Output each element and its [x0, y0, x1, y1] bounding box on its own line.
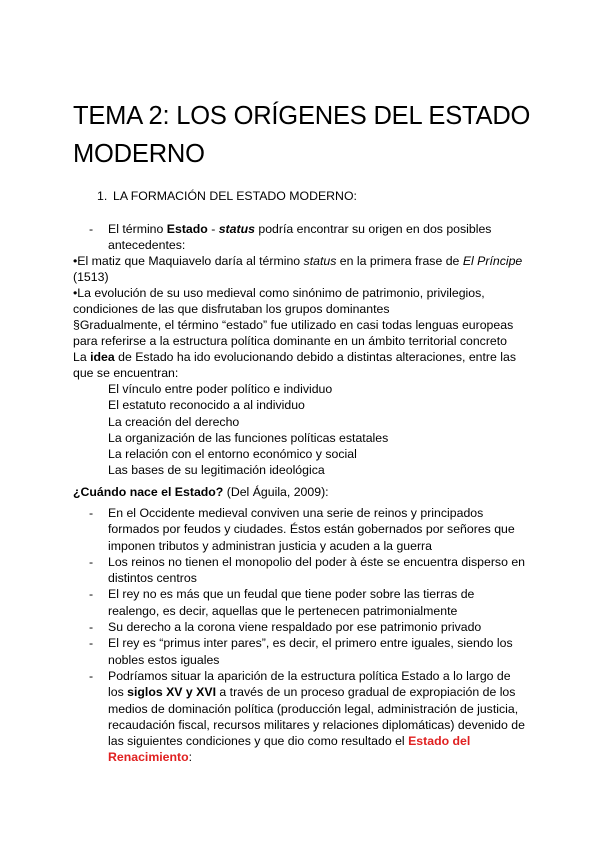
bullet1-post: (1513)	[73, 270, 109, 285]
intro-dash-list	[73, 221, 525, 254]
last-item-highlight: Estado del Renacimiento	[108, 734, 471, 765]
last-item-bold: siglos XV y XVI	[127, 685, 216, 700]
idea-pre: La	[73, 350, 91, 364]
last-item-mid: a través de un proceso gradual de expropiación de los medios de dominación política (producción legal, administración de justicia, recaudación fiscal, recursos militares y relaciones diplomáticas) devenido de las siguientes condiciones y que dio como resultado el	[108, 685, 525, 749]
list-item-text: Los reinos no tienen el monopolio del poder à éste se encuentra disperso en distintos centros	[108, 554, 526, 586]
bullet1-italic: status	[303, 254, 337, 268]
list-item: La creación del derecho	[108, 414, 240, 429]
intro-post: podría encontrar su origen en dos posibles antecedentes:	[108, 222, 492, 253]
question-bold: ¿Cuándo nace el Estado?	[73, 485, 224, 499]
intro-text: El término	[108, 222, 167, 236]
idea-paragraph	[73, 349, 525, 382]
list-item	[73, 554, 525, 587]
list-item	[73, 586, 525, 619]
last-item-post: :	[188, 750, 193, 765]
dash-marker: -	[89, 620, 94, 635]
list-item-text: Su derecho a la corona viene respaldado por ese patrimonio privado	[108, 620, 482, 635]
last-item-pre: Podríamos situar la aparición de la estructura política Estado a lo largo de los	[108, 668, 511, 700]
question-heading	[73, 484, 525, 500]
question-citation: (Del Águila, 2009):	[223, 485, 329, 499]
dash-marker: -	[89, 222, 94, 236]
list-item	[73, 619, 525, 635]
bullet-paragraph-2: •La evolución de su uso medieval como sinónimo de patrimonio, privilegios, condiciones de las que disfrutaban los grupos dominantes	[73, 286, 485, 317]
list-item: Las bases de su legitimación ideológica	[108, 463, 325, 478]
list-item-text: El rey no es más que un feudal que tiene poder sobre las tierras de realengo, es decir, aquellas que le pertenecen patrimonialmente	[108, 587, 475, 618]
list-item: El estatuto reconocido a al individuo	[108, 398, 305, 413]
dash-marker: -	[89, 587, 94, 602]
dash-marker: -	[89, 668, 94, 683]
intro-bold-italic: status	[218, 222, 255, 236]
dash-marker: -	[89, 506, 94, 520]
list-item	[73, 668, 525, 766]
list-item	[73, 505, 525, 554]
section-number: 1.	[97, 189, 108, 203]
intro-bold: Estado	[166, 222, 208, 236]
page-title: TEMA 2: LOS ORÍGENES DEL ESTADO MODERNO	[73, 102, 531, 168]
list-item: El vínculo entre poder político e individuo	[108, 382, 333, 396]
bullet-paragraph-3: §Gradualmente, el término “estado” fue utilizado en casi todas lenguas europeas para referirse a la estructura política dominante en un ámbito territorial concreto	[73, 318, 514, 349]
list-item: La organización de las funciones políticas estatales	[108, 430, 389, 445]
list-item-text: El rey es “primus inter pares”, es decir, el primero entre iguales, siendo los nobles estos iguales	[108, 636, 513, 667]
alterations-list	[108, 381, 388, 479]
bullet-paragraph-1	[73, 253, 525, 286]
list-item: La relación con el entorno económico y social	[108, 447, 357, 462]
intro-separator: -	[207, 222, 219, 236]
bullet1-mid: en la primera frase de	[336, 254, 463, 268]
main-dash-list	[73, 505, 525, 766]
list-item	[73, 635, 525, 668]
list-item-text: En el Occidente medieval conviven una serie de reinos y principados formados por feudos y ciudades. Éstos están gobernados por señores que imponen tributos y administran justicia y acuden a la guerra	[108, 506, 515, 553]
list-item	[73, 221, 525, 254]
bullet1-pre: •El matiz que Maquiavelo daría al término	[73, 254, 304, 268]
dash-marker: -	[89, 554, 94, 569]
idea-post: de Estado ha ido evolucionando debido a distintas alteraciones, entre las que se encuentran:	[73, 350, 517, 381]
section-heading-text: LA FORMACIÓN DEL ESTADO MODERNO:	[113, 189, 357, 203]
idea-bold: idea	[90, 350, 115, 364]
section-heading	[97, 188, 357, 204]
dash-marker: -	[89, 636, 94, 651]
bullet1-italic2: El Príncipe	[462, 254, 523, 268]
